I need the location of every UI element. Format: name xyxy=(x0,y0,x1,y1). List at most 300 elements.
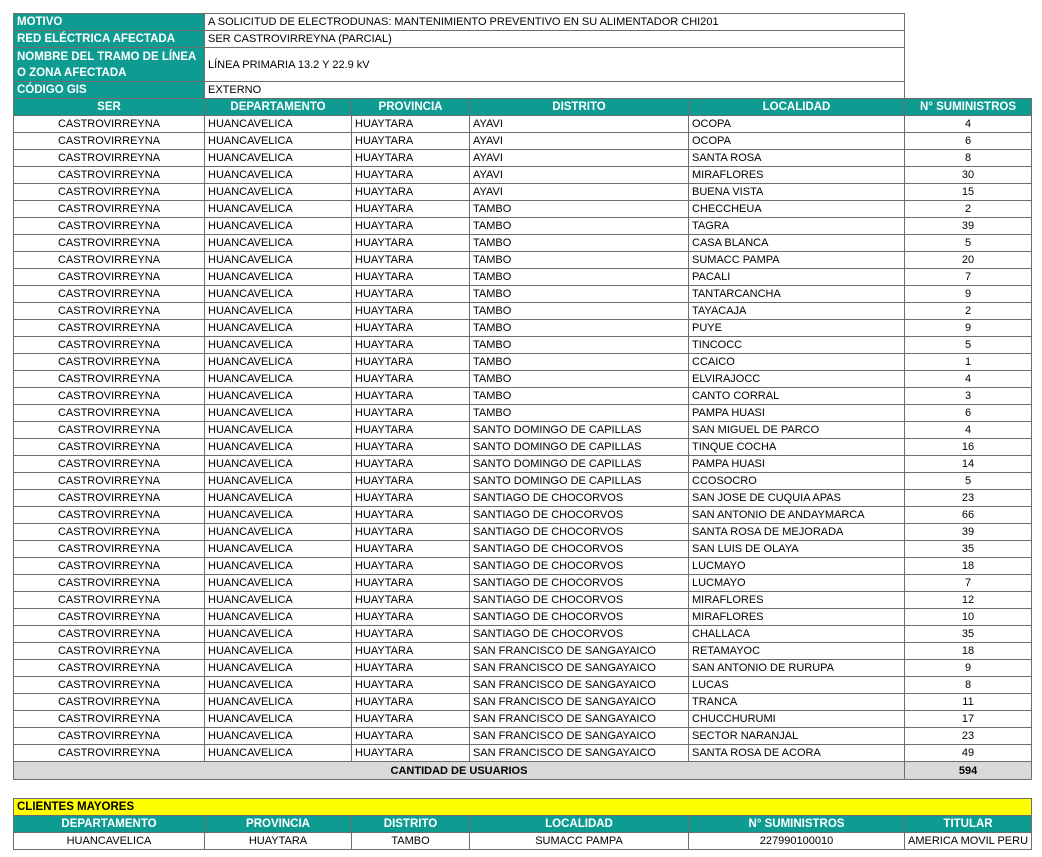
table-cell: HUANCAVELICA xyxy=(205,269,352,286)
table-cell: HUANCAVELICA xyxy=(205,150,352,167)
table-cell: HUANCAVELICA xyxy=(205,201,352,218)
table-cell: PAMPA HUASI xyxy=(689,405,905,422)
table-cell: HUANCAVELICA xyxy=(205,609,352,626)
table-cell: HUAYTARA xyxy=(352,150,470,167)
table-row xyxy=(14,456,1032,473)
table-cell: PAMPA HUASI xyxy=(689,456,905,473)
table-cell: 35 xyxy=(905,626,1032,643)
table-cell: SANTO DOMINGO DE CAPILLAS xyxy=(470,439,689,456)
table-cell: 5 xyxy=(905,235,1032,252)
table-cell: HUAYTARA xyxy=(352,235,470,252)
cm-col-localidad: LOCALIDAD xyxy=(470,816,689,833)
table-cell: HUAYTARA xyxy=(352,728,470,745)
table-cell: TAMBO xyxy=(470,303,689,320)
table-cell: HUANCAVELICA xyxy=(205,677,352,694)
table-row xyxy=(14,320,1032,337)
table-row xyxy=(14,439,1032,456)
table-cell: SAN FRANCISCO DE SANGAYAICO xyxy=(470,711,689,728)
table-cell: AYAVI xyxy=(470,167,689,184)
table-cell: CASTROVIRREYNA xyxy=(14,405,205,422)
table-cell: HUAYTARA xyxy=(352,643,470,660)
table-cell: HUANCAVELICA xyxy=(205,337,352,354)
table-cell: SANTIAGO DE CHOCORVOS xyxy=(470,541,689,558)
table-cell: TAMBO xyxy=(470,269,689,286)
table-row xyxy=(14,609,1032,626)
table-cell: CASTROVIRREYNA xyxy=(14,167,205,184)
table-cell: HUAYTARA xyxy=(352,337,470,354)
table-row xyxy=(14,354,1032,371)
table-cell: HUAYTARA xyxy=(352,354,470,371)
motivo-label: MOTIVO xyxy=(14,14,205,31)
table-cell: HUANCAVELICA xyxy=(205,592,352,609)
table-cell: HUAYTARA xyxy=(352,252,470,269)
table-row xyxy=(14,184,1032,201)
table-cell: ELVIRAJOCC xyxy=(689,371,905,388)
table-cell: CHECCHEUA xyxy=(689,201,905,218)
table-cell: PACALI xyxy=(689,269,905,286)
table-cell: CANTO CORRAL xyxy=(689,388,905,405)
table-cell: 9 xyxy=(905,660,1032,677)
table-cell: RETAMAYOC xyxy=(689,643,905,660)
table-cell: CASTROVIRREYNA xyxy=(14,439,205,456)
table-cell: TRANCA xyxy=(689,694,905,711)
clientes-header-row xyxy=(14,816,1032,833)
table-cell: 9 xyxy=(905,286,1032,303)
table-cell: CASTROVIRREYNA xyxy=(14,422,205,439)
table-cell: 4 xyxy=(905,422,1032,439)
table-row xyxy=(14,116,1032,133)
table-row xyxy=(14,371,1032,388)
clientes-rows xyxy=(14,833,1032,850)
table-cell: HUAYTARA xyxy=(352,609,470,626)
table-cell: HUANCAVELICA xyxy=(205,354,352,371)
table-cell: CASTROVIRREYNA xyxy=(14,609,205,626)
table-cell: CASTROVIRREYNA xyxy=(14,320,205,337)
total-row xyxy=(14,762,1032,780)
table-cell: HUANCAVELICA xyxy=(205,507,352,524)
table-row xyxy=(14,422,1032,439)
table-cell: HUANCAVELICA xyxy=(205,575,352,592)
main-header-row xyxy=(14,99,1032,116)
info-block xyxy=(14,14,1032,99)
table-cell: SAN FRANCISCO DE SANGAYAICO xyxy=(470,660,689,677)
table-row xyxy=(14,269,1032,286)
table-cell: SUMACC PAMPA xyxy=(689,252,905,269)
table-row xyxy=(14,150,1032,167)
table-row xyxy=(14,575,1032,592)
table-cell: HUANCAVELICA xyxy=(205,184,352,201)
table-cell: HUAYTARA xyxy=(352,626,470,643)
table-cell: CASTROVIRREYNA xyxy=(14,626,205,643)
table-cell: CASTROVIRREYNA xyxy=(14,660,205,677)
table-cell: HUAYTARA xyxy=(352,558,470,575)
clientes-cell: AMERICA MOVIL PERU xyxy=(905,833,1032,850)
table-cell: 6 xyxy=(905,405,1032,422)
table-cell: TAMBO xyxy=(470,218,689,235)
table-cell: TAYACAJA xyxy=(689,303,905,320)
table-cell: HUANCAVELICA xyxy=(205,405,352,422)
table-cell: HUAYTARA xyxy=(352,660,470,677)
table-cell: HUAYTARA xyxy=(352,269,470,286)
table-cell: 15 xyxy=(905,184,1032,201)
table-cell: CASTROVIRREYNA xyxy=(14,507,205,524)
table-cell: 39 xyxy=(905,524,1032,541)
table-cell: CASTROVIRREYNA xyxy=(14,490,205,507)
col-header-distrito: DISTRITO xyxy=(470,99,689,116)
table-row xyxy=(14,711,1032,728)
table-cell: 5 xyxy=(905,473,1032,490)
table-cell: AYAVI xyxy=(470,116,689,133)
table-cell: AYAVI xyxy=(470,133,689,150)
table-cell: CASTROVIRREYNA xyxy=(14,728,205,745)
table-cell: CHUCCHURUMI xyxy=(689,711,905,728)
table-cell: TAMBO xyxy=(470,286,689,303)
table-cell: SANTIAGO DE CHOCORVOS xyxy=(470,592,689,609)
table-cell: HUANCAVELICA xyxy=(205,303,352,320)
table-cell: 23 xyxy=(905,728,1032,745)
table-cell: HUAYTARA xyxy=(352,694,470,711)
table-cell: HUAYTARA xyxy=(352,745,470,762)
table-cell: HUAYTARA xyxy=(352,677,470,694)
table-cell: CASTROVIRREYNA xyxy=(14,337,205,354)
table-row xyxy=(14,235,1032,252)
table-cell: 17 xyxy=(905,711,1032,728)
table-cell: TAMBO xyxy=(470,388,689,405)
table-cell: CASTROVIRREYNA xyxy=(14,575,205,592)
table-cell: HUANCAVELICA xyxy=(205,439,352,456)
table-cell: HUANCAVELICA xyxy=(205,388,352,405)
table-cell: TAMBO xyxy=(470,354,689,371)
table-cell: 7 xyxy=(905,575,1032,592)
table-cell: HUAYTARA xyxy=(352,133,470,150)
table-cell: SANTA ROSA DE ACORA xyxy=(689,745,905,762)
table-cell: SANTIAGO DE CHOCORVOS xyxy=(470,575,689,592)
table-cell: CASTROVIRREYNA xyxy=(14,541,205,558)
gis-value: EXTERNO xyxy=(205,82,905,99)
total-label: CANTIDAD DE USUARIOS xyxy=(14,762,905,780)
table-cell: HUAYTARA xyxy=(352,473,470,490)
table-cell: CCAICO xyxy=(689,354,905,371)
table-cell: HUANCAVELICA xyxy=(205,371,352,388)
table-cell: HUANCAVELICA xyxy=(205,643,352,660)
table-cell: 8 xyxy=(905,677,1032,694)
table-cell: HUAYTARA xyxy=(352,456,470,473)
table-cell: HUANCAVELICA xyxy=(205,524,352,541)
table-cell: TANTARCANCHA xyxy=(689,286,905,303)
table-row xyxy=(14,405,1032,422)
table-cell: HUAYTARA xyxy=(352,286,470,303)
table-cell: TAMBO xyxy=(470,337,689,354)
table-cell: HUANCAVELICA xyxy=(205,235,352,252)
table-cell: HUAYTARA xyxy=(352,422,470,439)
table-cell: HUAYTARA xyxy=(352,405,470,422)
table-cell: CHALLACA xyxy=(689,626,905,643)
table-cell: 1 xyxy=(905,354,1032,371)
table-cell: HUANCAVELICA xyxy=(205,473,352,490)
table-cell: 30 xyxy=(905,167,1032,184)
table-row xyxy=(14,337,1032,354)
table-cell: HUANCAVELICA xyxy=(205,694,352,711)
table-cell: OCOPA xyxy=(689,116,905,133)
col-header-ser: SER xyxy=(14,99,205,116)
motivo-value: A SOLICITUD DE ELECTRODUNAS: MANTENIMIENTO PREVENTIVO EN SU ALIMENTADOR CHI201 xyxy=(205,14,905,31)
table-cell: 66 xyxy=(905,507,1032,524)
table-cell: SECTOR NARANJAL xyxy=(689,728,905,745)
cm-col-distrito: DISTRITO xyxy=(352,816,470,833)
table-cell: HUANCAVELICA xyxy=(205,422,352,439)
table-cell: CASTROVIRREYNA xyxy=(14,745,205,762)
table-row xyxy=(14,218,1032,235)
table-cell: HUANCAVELICA xyxy=(205,116,352,133)
table-cell: HUAYTARA xyxy=(352,575,470,592)
table-cell: LUCMAYO xyxy=(689,575,905,592)
table-cell: PUYE xyxy=(689,320,905,337)
table-cell: HUAYTARA xyxy=(352,184,470,201)
table-cell: HUANCAVELICA xyxy=(205,320,352,337)
table-row xyxy=(14,677,1032,694)
cm-col-provincia: PROVINCIA xyxy=(205,816,352,833)
table-cell: MIRAFLORES xyxy=(689,609,905,626)
table-cell: AYAVI xyxy=(470,150,689,167)
clientes-row xyxy=(14,833,1032,850)
table-cell: HUANCAVELICA xyxy=(205,660,352,677)
table-cell: CASTROVIRREYNA xyxy=(14,286,205,303)
table-row xyxy=(14,643,1032,660)
table-cell: HUAYTARA xyxy=(352,541,470,558)
table-row xyxy=(14,558,1032,575)
table-cell: HUAYTARA xyxy=(352,116,470,133)
table-cell: CASTROVIRREYNA xyxy=(14,235,205,252)
table-cell: 8 xyxy=(905,150,1032,167)
table-cell: CASTROVIRREYNA xyxy=(14,218,205,235)
table-cell: HUAYTARA xyxy=(352,371,470,388)
table-row xyxy=(14,286,1032,303)
table-cell: SANTO DOMINGO DE CAPILLAS xyxy=(470,422,689,439)
table-row xyxy=(14,167,1032,184)
clientes-cell: TAMBO xyxy=(352,833,470,850)
clientes-cell: HUAYTARA xyxy=(205,833,352,850)
table-cell: 2 xyxy=(905,303,1032,320)
table-row xyxy=(14,524,1032,541)
table-cell: SANTIAGO DE CHOCORVOS xyxy=(470,626,689,643)
table-row xyxy=(14,592,1032,609)
table-cell: CASTROVIRREYNA xyxy=(14,303,205,320)
table-cell: HUAYTARA xyxy=(352,218,470,235)
table-cell: SANTIAGO DE CHOCORVOS xyxy=(470,490,689,507)
table-cell: SAN ANTONIO DE ANDAYMARCA xyxy=(689,507,905,524)
table-cell: HUAYTARA xyxy=(352,320,470,337)
clientes-table xyxy=(13,798,1032,850)
table-cell: SAN FRANCISCO DE SANGAYAICO xyxy=(470,745,689,762)
cm-col-titular: TITULAR xyxy=(905,816,1032,833)
table-cell: MIRAFLORES xyxy=(689,167,905,184)
table-cell: 10 xyxy=(905,609,1032,626)
table-cell: HUAYTARA xyxy=(352,592,470,609)
gis-label: CÓDIGO GIS xyxy=(14,82,205,99)
table-cell: HUAYTARA xyxy=(352,711,470,728)
clientes-title: CLIENTES MAYORES xyxy=(14,799,1032,816)
table-cell: HUANCAVELICA xyxy=(205,626,352,643)
table-row xyxy=(14,541,1032,558)
table-cell: CASTROVIRREYNA xyxy=(14,592,205,609)
main-rows xyxy=(14,116,1032,762)
table-cell: CASA BLANCA xyxy=(689,235,905,252)
table-cell: CASTROVIRREYNA xyxy=(14,643,205,660)
col-header-provincia: PROVINCIA xyxy=(352,99,470,116)
table-cell: HUANCAVELICA xyxy=(205,490,352,507)
table-cell: CASTROVIRREYNA xyxy=(14,252,205,269)
table-cell: CASTROVIRREYNA xyxy=(14,133,205,150)
table-cell: HUANCAVELICA xyxy=(205,745,352,762)
table-row xyxy=(14,728,1032,745)
table-cell: SAN JOSE DE CUQUIA APAS xyxy=(689,490,905,507)
cm-col-departamento: DEPARTAMENTO xyxy=(14,816,205,833)
table-row xyxy=(14,694,1032,711)
table-cell: LUCMAYO xyxy=(689,558,905,575)
table-cell: SAN FRANCISCO DE SANGAYAICO xyxy=(470,728,689,745)
table-cell: 20 xyxy=(905,252,1032,269)
table-cell: HUAYTARA xyxy=(352,388,470,405)
table-cell: SANTIAGO DE CHOCORVOS xyxy=(470,507,689,524)
clientes-cell: 227990100010 xyxy=(689,833,905,850)
table-cell: HUANCAVELICA xyxy=(205,728,352,745)
table-cell: SANTO DOMINGO DE CAPILLAS xyxy=(470,456,689,473)
clientes-cell: HUANCAVELICA xyxy=(14,833,205,850)
tramo-value: LÍNEA PRIMARIA 13.2 Y 22.9 kV xyxy=(205,48,905,82)
table-cell: SANTO DOMINGO DE CAPILLAS xyxy=(470,473,689,490)
table-cell: CASTROVIRREYNA xyxy=(14,711,205,728)
table-cell: TAMBO xyxy=(470,371,689,388)
table-cell: 4 xyxy=(905,116,1032,133)
table-cell: CASTROVIRREYNA xyxy=(14,524,205,541)
table-cell: SAN FRANCISCO DE SANGAYAICO xyxy=(470,643,689,660)
table-cell: SAN FRANCISCO DE SANGAYAICO xyxy=(470,677,689,694)
table-cell: SAN LUIS DE OLAYA xyxy=(689,541,905,558)
table-cell: CASTROVIRREYNA xyxy=(14,354,205,371)
table-cell: 4 xyxy=(905,371,1032,388)
table-cell: CCOSOCRO xyxy=(689,473,905,490)
table-cell: 11 xyxy=(905,694,1032,711)
table-cell: 5 xyxy=(905,337,1032,354)
table-cell: CASTROVIRREYNA xyxy=(14,150,205,167)
table-cell: 12 xyxy=(905,592,1032,609)
table-cell: CASTROVIRREYNA xyxy=(14,473,205,490)
table-cell: CASTROVIRREYNA xyxy=(14,371,205,388)
table-cell: CASTROVIRREYNA xyxy=(14,116,205,133)
table-cell: TAMBO xyxy=(470,320,689,337)
col-header-localidad: LOCALIDAD xyxy=(689,99,905,116)
table-cell: HUAYTARA xyxy=(352,201,470,218)
table-row xyxy=(14,507,1032,524)
table-cell: TINCOCC xyxy=(689,337,905,354)
table-cell: 2 xyxy=(905,201,1032,218)
table-cell: TAGRA xyxy=(689,218,905,235)
table-cell: 9 xyxy=(905,320,1032,337)
table-row xyxy=(14,490,1032,507)
table-row xyxy=(14,303,1032,320)
table-cell: HUANCAVELICA xyxy=(205,218,352,235)
table-cell: 23 xyxy=(905,490,1032,507)
table-row xyxy=(14,201,1032,218)
table-cell: 14 xyxy=(905,456,1032,473)
main-table xyxy=(13,13,1032,780)
table-cell: TAMBO xyxy=(470,252,689,269)
table-cell: HUANCAVELICA xyxy=(205,286,352,303)
table-cell: SANTA ROSA xyxy=(689,150,905,167)
table-cell: SAN MIGUEL DE PARCO xyxy=(689,422,905,439)
table-cell: 6 xyxy=(905,133,1032,150)
table-row xyxy=(14,473,1032,490)
table-cell: HUANCAVELICA xyxy=(205,252,352,269)
table-cell: OCOPA xyxy=(689,133,905,150)
table-cell: CASTROVIRREYNA xyxy=(14,456,205,473)
table-cell: HUANCAVELICA xyxy=(205,133,352,150)
table-cell: CASTROVIRREYNA xyxy=(14,388,205,405)
table-cell: HUANCAVELICA xyxy=(205,711,352,728)
table-row xyxy=(14,745,1032,762)
table-cell: SANTIAGO DE CHOCORVOS xyxy=(470,524,689,541)
table-cell: BUENA VISTA xyxy=(689,184,905,201)
table-cell: HUAYTARA xyxy=(352,507,470,524)
table-cell: TINQUE COCHA xyxy=(689,439,905,456)
table-cell: CASTROVIRREYNA xyxy=(14,558,205,575)
table-cell: SAN FRANCISCO DE SANGAYAICO xyxy=(470,694,689,711)
table-cell: LUCAS xyxy=(689,677,905,694)
tramo-label: NOMBRE DEL TRAMO DE LÍNEA O ZONA AFECTADA xyxy=(14,48,205,82)
table-cell: HUAYTARA xyxy=(352,490,470,507)
total-value: 594 xyxy=(905,762,1032,780)
table-cell: CASTROVIRREYNA xyxy=(14,184,205,201)
table-cell: CASTROVIRREYNA xyxy=(14,694,205,711)
col-header-departamento: DEPARTAMENTO xyxy=(205,99,352,116)
table-row xyxy=(14,388,1032,405)
table-cell: AYAVI xyxy=(470,184,689,201)
table-cell: 18 xyxy=(905,558,1032,575)
table-cell: SANTA ROSA DE MEJORADA xyxy=(689,524,905,541)
table-row xyxy=(14,660,1032,677)
red-value: SER CASTROVIRREYNA (PARCIAL) xyxy=(205,31,905,48)
clientes-cell: SUMACC PAMPA xyxy=(470,833,689,850)
table-cell: SAN ANTONIO DE RURUPA xyxy=(689,660,905,677)
table-cell: MIRAFLORES xyxy=(689,592,905,609)
table-cell: HUANCAVELICA xyxy=(205,167,352,184)
table-cell: 7 xyxy=(905,269,1032,286)
table-cell: TAMBO xyxy=(470,235,689,252)
table-cell: TAMBO xyxy=(470,201,689,218)
table-cell: CASTROVIRREYNA xyxy=(14,269,205,286)
table-cell: HUANCAVELICA xyxy=(205,456,352,473)
table-cell: SANTIAGO DE CHOCORVOS xyxy=(470,609,689,626)
table-cell: 16 xyxy=(905,439,1032,456)
table-cell: HUANCAVELICA xyxy=(205,558,352,575)
table-cell: CASTROVIRREYNA xyxy=(14,201,205,218)
table-row xyxy=(14,252,1032,269)
col-header-suministros: N° SUMINISTROS xyxy=(905,99,1032,116)
table-row xyxy=(14,626,1032,643)
table-row xyxy=(14,133,1032,150)
table-cell: HUAYTARA xyxy=(352,524,470,541)
table-cell: HUAYTARA xyxy=(352,167,470,184)
table-cell: 39 xyxy=(905,218,1032,235)
table-cell: HUAYTARA xyxy=(352,303,470,320)
table-cell: 35 xyxy=(905,541,1032,558)
table-cell: SANTIAGO DE CHOCORVOS xyxy=(470,558,689,575)
table-cell: HUAYTARA xyxy=(352,439,470,456)
table-cell: CASTROVIRREYNA xyxy=(14,677,205,694)
table-cell: 3 xyxy=(905,388,1032,405)
table-cell: HUANCAVELICA xyxy=(205,541,352,558)
cm-col-suministros: N° SUMINISTROS xyxy=(689,816,905,833)
